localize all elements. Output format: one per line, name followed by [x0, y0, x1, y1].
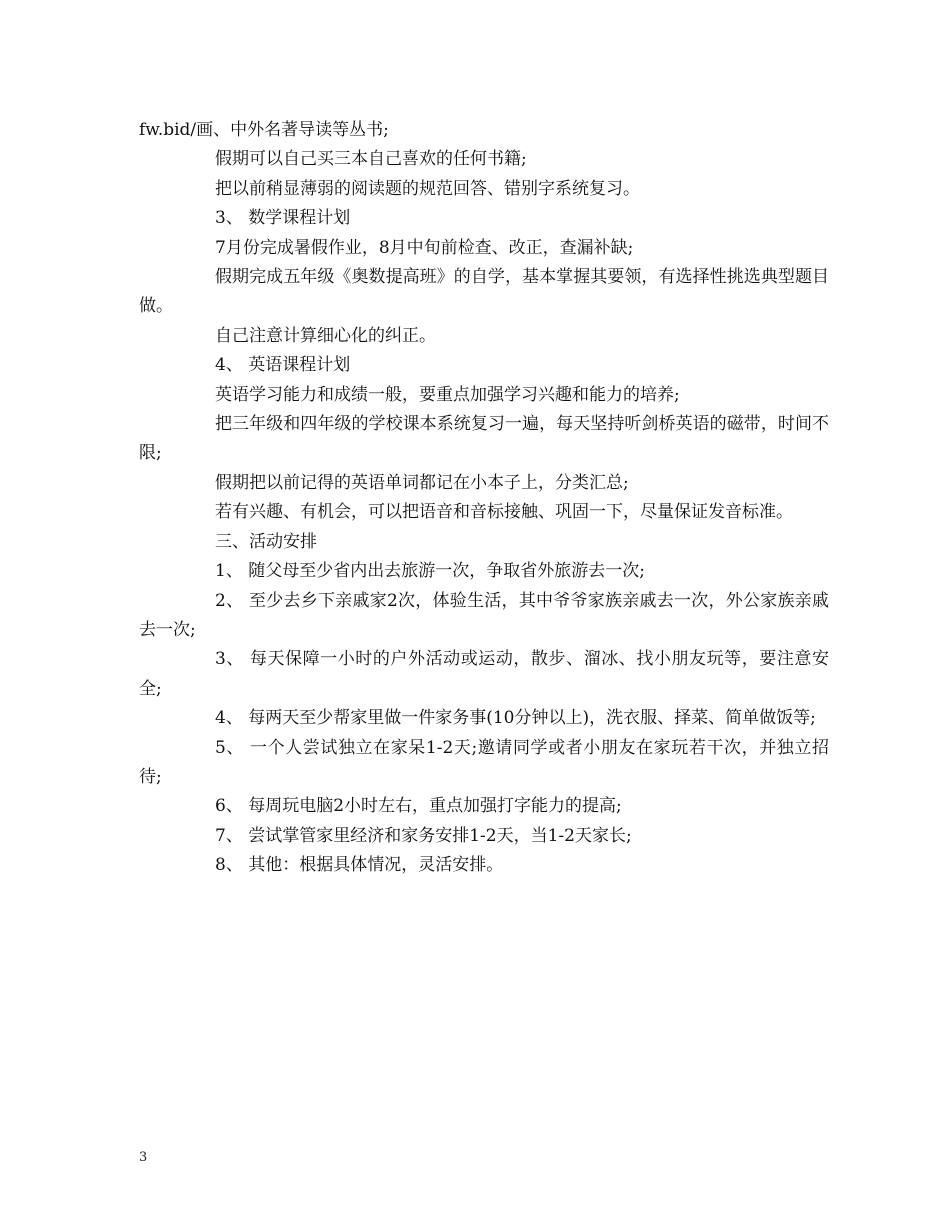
paragraph: 自己注意计算细心化的纠正。: [215, 325, 436, 346]
section-heading-english: 4、 英语课程计划: [215, 355, 351, 376]
list-item: 6、 每周玩电脑2小时左右，重点加强打字能力的提高;: [215, 796, 622, 817]
paragraph: 英语学习能力和成绩一般，要重点加强学习兴趣和能力的培养;: [215, 384, 680, 405]
list-item: 4、 每两天至少帮家里做一件家务事(10分钟以上)，洗衣服、择菜、简单做饭等;: [215, 708, 816, 729]
list-item: 8、 其他：根据具体情况，灵活安排。: [215, 855, 504, 876]
paragraph: 若有兴趣、有机会，可以把语音和音标接触、巩固一下，尽量保证发音标准。: [215, 502, 793, 523]
list-item: 5、 一个人尝试独立在家呆1-2天;邀请同学或者小朋友在家玩若干次，并独立招待;: [139, 737, 829, 787]
section-heading-activities: 三、活动安排: [215, 531, 317, 552]
section-heading-math: 3、 数学课程计划: [215, 208, 351, 229]
paragraph: 假期可以自己买三本自己喜欢的任何书籍;: [215, 149, 527, 170]
list-item: 3、 每天保障一小时的户外活动或运动，散步、溜冰、找小朋友玩等，要注意安全;: [139, 649, 829, 699]
paragraph: 把三年级和四年级的学校课本系统复习一遍，每天坚持听剑桥英语的磁带，时间不限;: [139, 414, 829, 464]
list-item: 1、 随父母至少省内出去旅游一次，争取省外旅游去一次;: [215, 561, 645, 582]
paragraph: 7月份完成暑假作业，8月中旬前检查、改正，查漏补缺;: [215, 237, 634, 258]
paragraph: 假期完成五年级《奥数提高班》的自学，基本掌握其要领，有选择性挑选典型题目做。: [139, 267, 829, 317]
paragraph: fw.bid/画、中外名著导读等丛书;: [139, 120, 389, 140]
document-body: [139, 116, 829, 881]
list-item: 2、 至少去乡下亲戚家2次，体验生活，其中爷爷家族亲戚去一次，外公家族亲戚去一次;: [139, 590, 829, 640]
list-item: 7、 尝试掌管家里经济和家务安排1-2天，当1-2天家长;: [215, 825, 632, 846]
paragraph: 把以前稍显薄弱的阅读题的规范回答、错别字系统复习。: [215, 178, 640, 199]
paragraph: 假期把以前记得的英语单词都记在小本子上，分类汇总;: [215, 472, 629, 493]
page-number: 3: [139, 1150, 148, 1165]
